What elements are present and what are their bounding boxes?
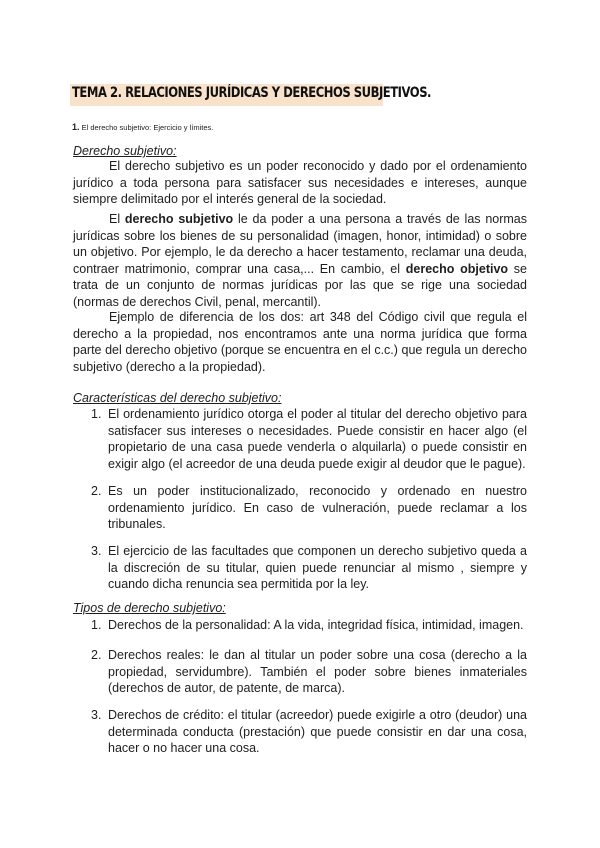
section-heading-tipos: Tipos de derecho subjetivo: — [73, 601, 226, 615]
paragraph-example: Ejemplo de diferencia de los dos: art 348 del Código civil que regula el derecho a la propiedad, nos encontramos ante una norma jurídica que forma parte del derecho objetivo (porque se encuentra en el c.c.) que regula un derecho subjetivo (derecho a la propiedad). — [73, 310, 527, 374]
subtitle-text: El derecho subjetivo: Ejercicio y límites. — [81, 123, 214, 132]
subtitle-number: 1. — [72, 122, 80, 132]
list-item-number: 1. — [91, 407, 102, 421]
term-derecho-subjetivo: derecho subjetivo — [124, 212, 234, 226]
section-heading-derecho-subjetivo: Derecho subjetivo: — [73, 144, 177, 158]
paragraph-subjective-vs-objective — [73, 211, 527, 310]
list-item-text: El ordenamiento jurídico otorga el poder al titular del derecho objetivo para satisfacer sus intereses o necesidades. Puede consistir en hacer algo (el propietario de una casa puede venderla o alquilarla) o puede consistir en exigir algo (el acreedor de una deuda puede exigir al deudor que le pague). — [108, 407, 527, 471]
list-item-text: Derechos de la personalidad: A la vida, integridad física, intimidad, imagen. — [108, 618, 524, 632]
term-derecho-objetivo: derecho objetivo — [405, 261, 509, 276]
list-item-text: Es un poder institucionalizado, reconocido y ordenado en nuestro ordenamiento jurídico. En caso de vulneración, puede reclamar a los tribunales. — [108, 484, 527, 531]
list-item-number: 1. — [91, 618, 102, 632]
p2-part-a: El — [109, 212, 125, 226]
p2-part-e: se trata de un conjunto de normas jurídicas por las que se rige una sociedad (normas de derechos Civil, penal, mercantil). — [73, 261, 527, 309]
section-heading-caracteristicas: Características del derecho subjetivo: — [73, 391, 282, 405]
paragraph-definition: El derecho subjetivo es un poder reconocido y dado por el ordenamiento jurídico a toda persona para satisfacer sus necesidades e intereses, aunque siempre delimitado por el interés general de la sociedad. — [73, 159, 527, 206]
p2-part-c: le da poder a una persona a través de las normas jurídicas sobre los bienes de su personalidad (imagen, honor, intimidad) o sobre un objetivo. Por ejemplo, le da derecho a hacer testamento, reclamar una deuda, contraer matrimonio, comprar una casa,... En cambio, el — [73, 212, 527, 276]
subtitle — [72, 122, 213, 132]
list-item-number: 2. — [91, 648, 102, 662]
list-item-text: El ejercicio de las facultades que componen un derecho subjetivo queda a la discreción de su titular, quien puede renunciar al mismo , siempre y cuando dicha renuncia sea permitida por la ley. — [108, 544, 527, 591]
list-item-number: 3. — [91, 544, 102, 558]
list-item-number: 3. — [91, 708, 102, 722]
list-item-number: 2. — [91, 484, 102, 498]
list-item-text: Derechos reales: le dan al titular un poder sobre una cosa (derecho a la propiedad, servidumbre). También el poder sobre bienes inmateriales (derechos de autor, de patente, de marca). — [108, 648, 527, 695]
page-title: TEMA 2. RELACIONES JURÍDICAS Y DERECHOS SUBJETIVOS. — [72, 85, 431, 101]
list-item-text: Derechos de crédito: el titular (acreedor) puede exigirle a otro (deudor) una determinada conducta (prestación) que puede consistir en dar una cosa, hacer o no hacer una cosa. — [108, 708, 527, 755]
